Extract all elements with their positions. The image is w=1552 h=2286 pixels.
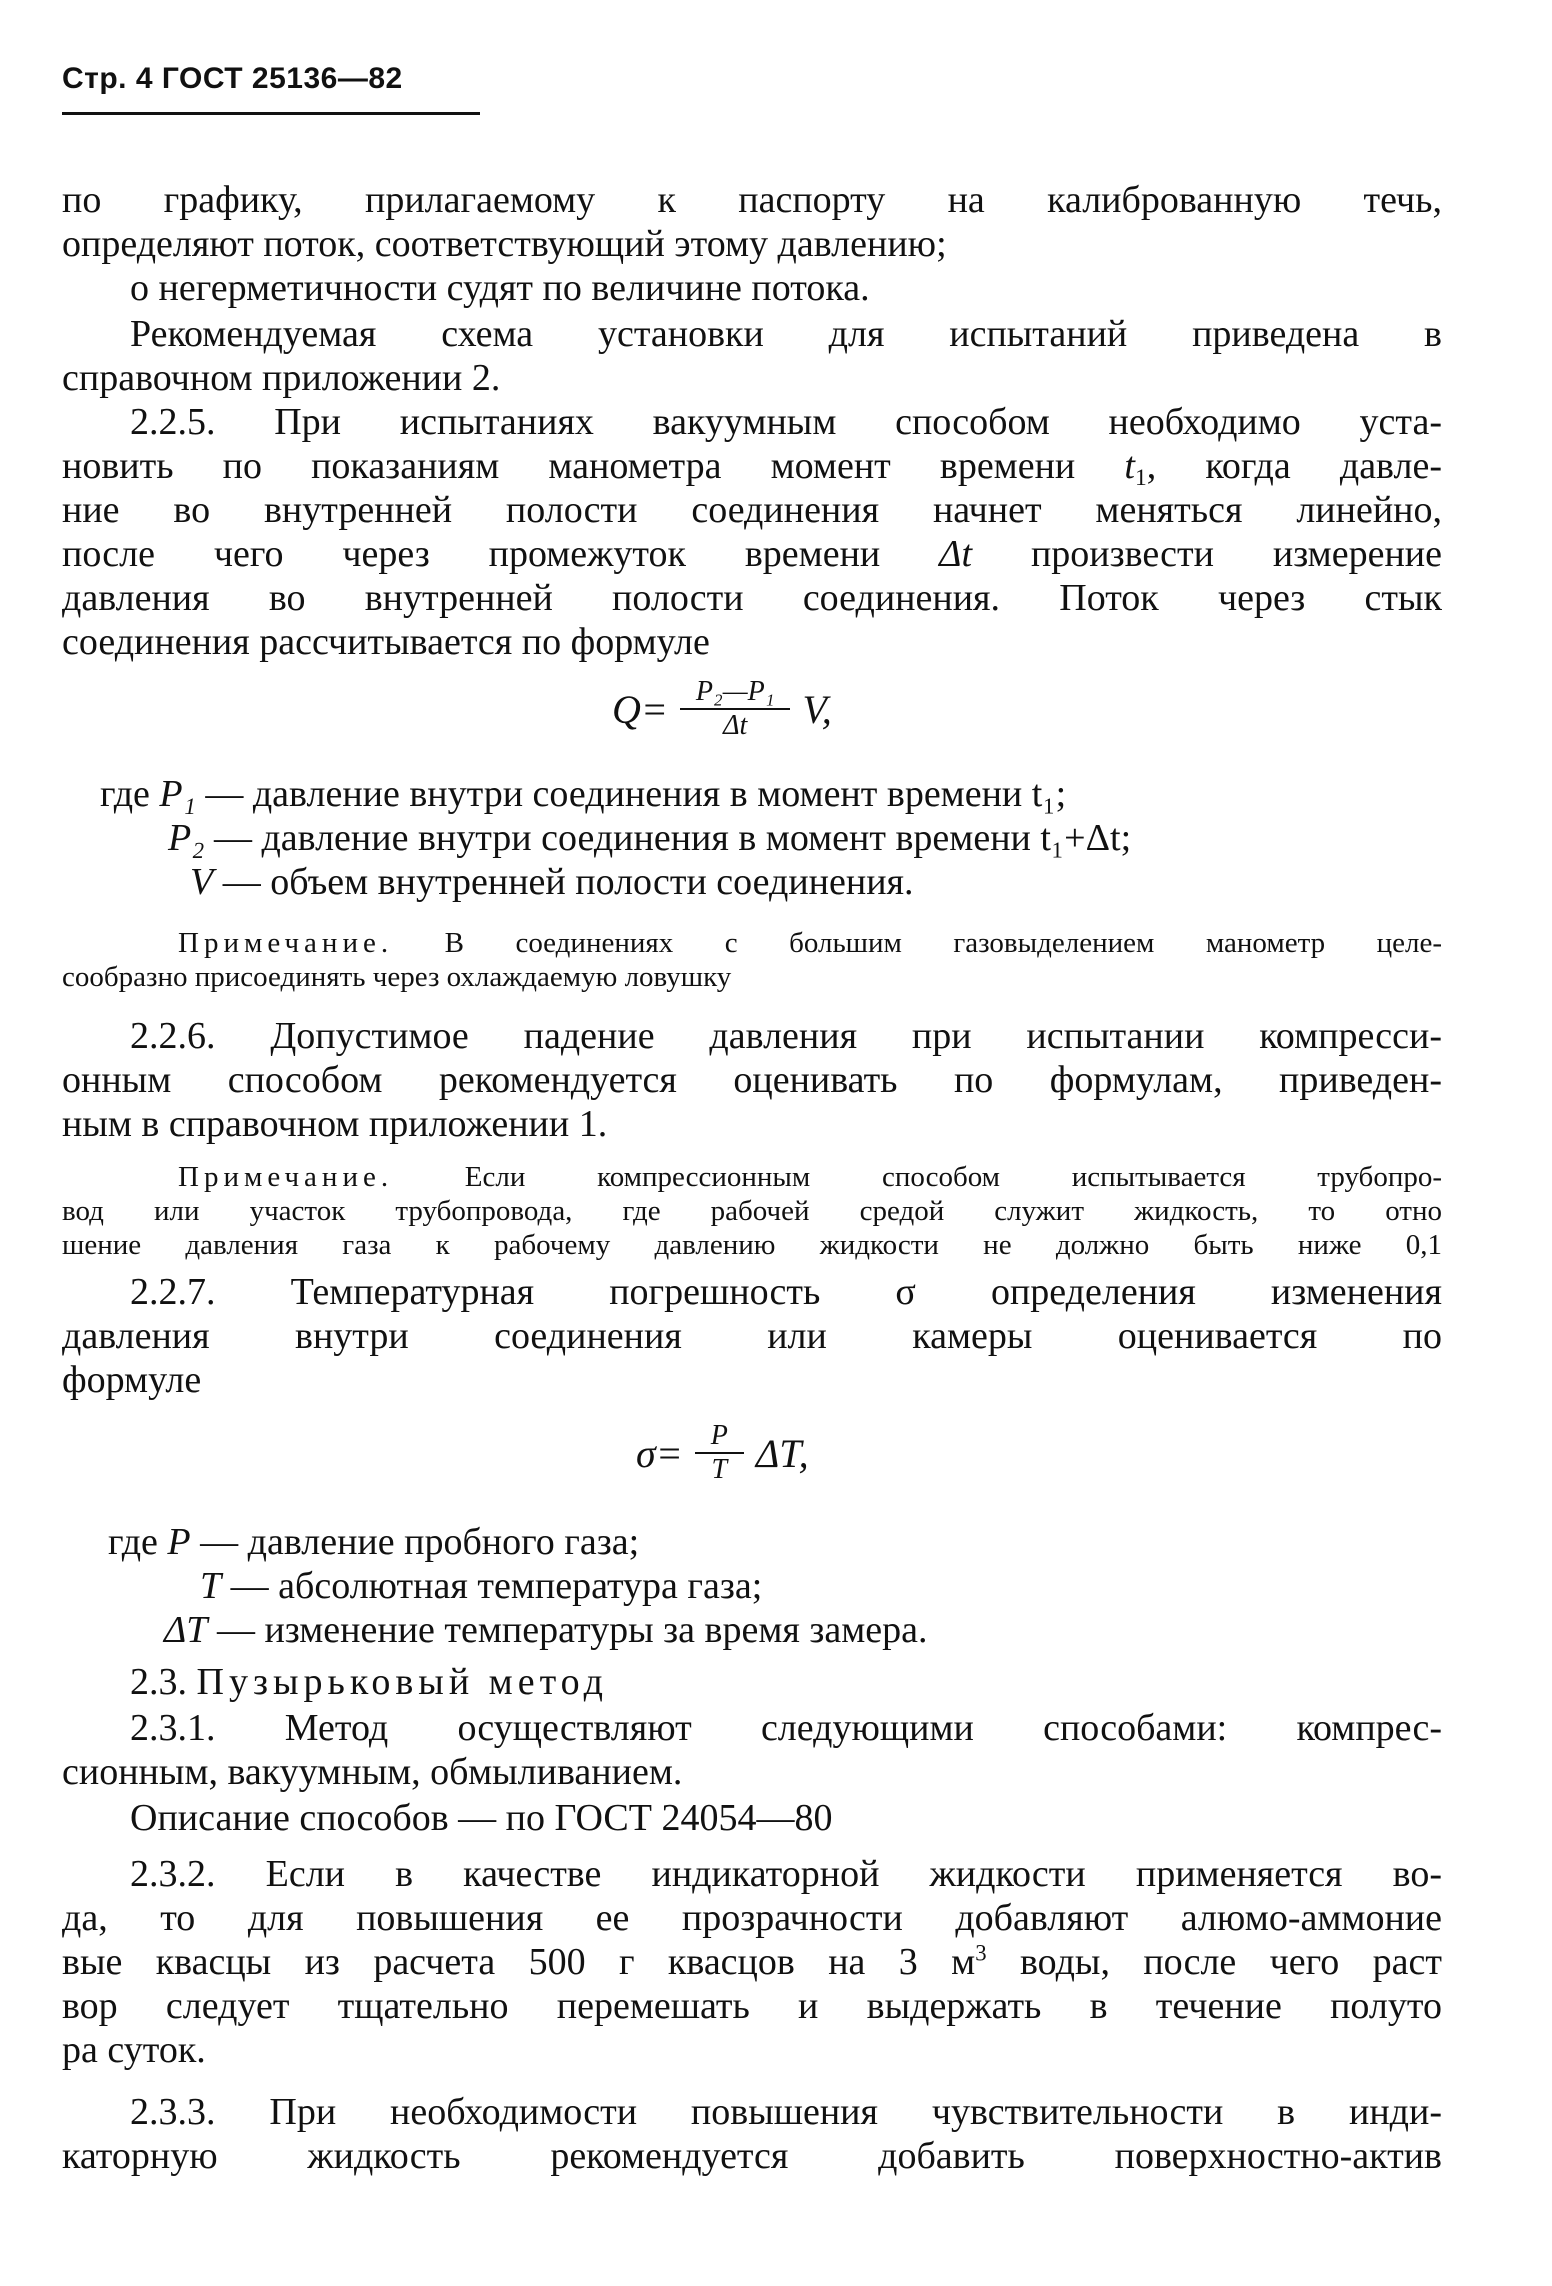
standard-code: ГОСТ 25136—82	[161, 62, 403, 95]
fraction: $\frac{\text{P₂—P₁}}{\Delta t}$	[680, 676, 791, 742]
definition-row: V — объем внутренней полости соединения.	[190, 861, 914, 903]
note-label: Примечание.	[178, 927, 394, 959]
text-line: 2.3.1. Метод осуществляют следующими способами: компрес-	[130, 1707, 1442, 1749]
text-line: ра суток.	[62, 2029, 206, 2071]
note-line: шение давления газа к рабочему давлению жидкости не должно быть ниже 0,1	[62, 1229, 1442, 1261]
text-line: сионным, вакуумным, обмыливанием.	[62, 1751, 683, 1793]
text-line: Описание способов — по ГОСТ 24054—80	[130, 1797, 833, 1839]
text-line: ние во внутренней полости соединения начнет меняться линейно,	[62, 489, 1442, 531]
text-line: после чего через промежуток времени Δt произвести измерение	[62, 533, 1442, 575]
text-line: 2.2.5. При испытаниях вакуумным способом необходимо уста-	[130, 401, 1442, 443]
text-line: Рекомендуемая схема установки для испытаний приведена в	[130, 313, 1442, 355]
text-line: справочном приложении 2.	[62, 357, 501, 399]
note-label: Примечание.	[178, 1161, 394, 1193]
temperature-formula: σ= $\frac{P}{T}$ ΔT,	[636, 1420, 809, 1485]
definition-row: T — абсолютная температура газа;	[200, 1565, 763, 1607]
text-line: вые квасцы из расчета 500 г квасцов на 3 $м^3$ воды, после чего раст	[62, 1940, 1442, 1983]
text-line: 2.3.2. Если в качестве индикаторной жидкости применяется во-	[130, 1853, 1442, 1895]
text-line: по графику, прилагаемому к паспорту на калиброванную течь,	[62, 179, 1442, 221]
text-line: онным способом рекомендуется оценивать по формулам, приведен-	[62, 1059, 1442, 1101]
note-line: вод или участок трубопровода, где рабочей средой служит жидкость, то отно	[62, 1195, 1442, 1227]
note-block: Примечание. В соединениях с большим газовыделением манометр целе-	[178, 927, 1442, 959]
text-line: 2.2.6. Допустимое падение давления при испытании компресси-	[130, 1015, 1442, 1057]
text-line: да, то для повышения ее прозрачности добавляют алюмо-аммоние	[62, 1897, 1442, 1939]
text-line: соединения рассчитывается по формуле	[62, 621, 710, 663]
text-line: 2.3.3. При необходимости повышения чувствительности в инди-	[130, 2091, 1442, 2133]
text-line: о негерметичности судят по величине потока.	[130, 267, 870, 309]
text-line: определяют поток, соответствующий этому давлению;	[62, 223, 947, 265]
definition-row: P₂ — давление внутри соединения в момент времени t₁+Δt;	[168, 817, 1132, 859]
page-number: Стр. 4	[62, 62, 154, 95]
fraction: $\frac{P}{T}$	[695, 1420, 744, 1486]
text-line: вор следует тщательно перемешать и выдержать в течение полуто	[62, 1985, 1442, 2027]
text-line: давления внутри соединения или камеры оценивается по	[62, 1315, 1442, 1357]
text-line: ным в справочном приложении 1.	[62, 1103, 608, 1145]
definition-row: ΔT — изменение температуры за время замера.	[164, 1609, 928, 1651]
text-line: каторную жидкость рекомендуется добавить поверхностно-актив	[62, 2135, 1442, 2177]
text-line: формуле	[62, 1359, 202, 1401]
text-line: новить по показаниям манометра момент времени $t_1$, когда давле-	[62, 445, 1442, 492]
definition-row: где P — давление пробного газа;	[108, 1521, 640, 1563]
note-block: Примечание. Если компрессионным способом испытывается трубопро-	[178, 1161, 1442, 1193]
flow-formula: Q= $\frac{\text{P₂—P₁}}{\Delta t}$ V,	[612, 676, 832, 741]
page-header	[62, 62, 403, 96]
header-rule	[62, 112, 480, 115]
text-line: 2.2.7. Температурная погрешность σ определения изменения	[130, 1271, 1442, 1313]
note-line: сообразно присоединять через охлаждаемую ловушку	[62, 961, 732, 993]
definition-row: где P₁ — давление внутри соединения в момент времени t₁;	[100, 773, 1067, 815]
text-line: давления во внутренней полости соединения. Поток через стык	[62, 577, 1442, 619]
section-heading: 2.3. Пузырьковый метод	[130, 1661, 608, 1703]
